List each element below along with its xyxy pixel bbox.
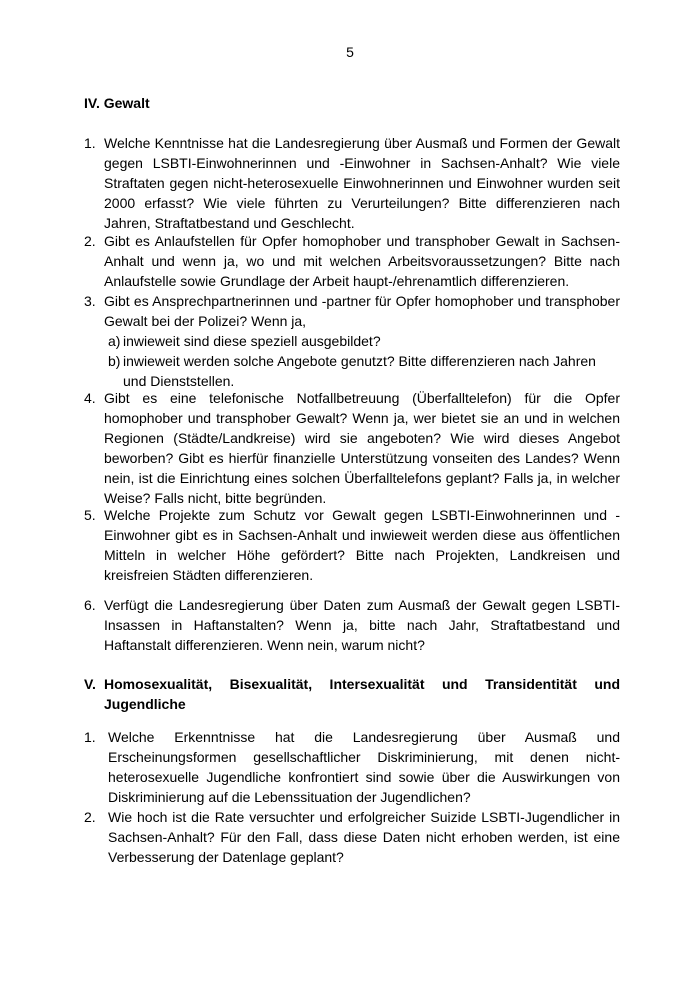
page-number: 5: [346, 44, 354, 60]
item-number: 1.: [84, 135, 96, 151]
item-text: Wie hoch ist die Rate versuchter und erfolgreicher Suizide LSBTI-Jugendlicher in Sachsen-Anhalt? Für den Fall, dass diese Daten nicht erhoben werden, ist eine Verbesserung der Datenlage geplant?: [108, 809, 620, 865]
list-item: [84, 231, 620, 291]
item-number: 6.: [84, 597, 96, 613]
list-item: [84, 291, 620, 391]
list-item: [84, 595, 620, 655]
item-text: Gibt es Anlaufstellen für Opfer homophober und transphober Gewalt in Sachsen-Anhalt und wenn ja, wo und mit welchen Arbeitsvoraussetzungen? Bitte nach Anlaufstelle sowie Grundlage der Arbeit haupt-/ehrenamtlich differenzieren.: [104, 233, 620, 289]
item-number: 2.: [84, 233, 96, 249]
item-text: Gibt es Ansprechpartnerinnen und -partner für Opfer homophober und transphober Gewalt bei der Polizei? Wenn ja,: [104, 293, 620, 329]
section-title: Homosexualität, Bisexualität, Intersexualität und Transidentität und Jugendliche: [104, 676, 620, 712]
item-number: 3.: [84, 293, 96, 309]
item-text: Gibt es eine telefonische Notfallbetreuung (Überfalltelefon) für die Opfer homophober und transphober Gewalt? Wenn ja, wer bietet sie an und in welchen Regionen (Städte/Landkreise) wird sie angeboten? Wie wird dieses Angebot beworben? Gibt es hierfür finanzielle Unterstützung vonseiten des Landes? Wenn nein, ist die Einrichtung eines solchen Überfalltelefons geplant? Falls ja, in welcher Weise? Falls nicht, bitte begründen.: [104, 390, 620, 506]
item-text: Verfügt die Landesregierung über Daten zum Ausmaß der Gewalt gegen LSBTI-Insassen in Haftanstalten? Wenn ja, bitte nach Jahr, Straftatbestand und Haftanstalt differenzieren. Wenn nein, warum nicht?: [104, 597, 620, 653]
list-item: [84, 807, 620, 867]
sub-item-b: [104, 351, 620, 391]
sub-item-a: [104, 331, 620, 351]
item-number: 5.: [84, 507, 96, 523]
section-iv-heading: IV. Gewalt: [84, 95, 150, 111]
item-number: 2.: [84, 809, 96, 825]
section-number: V.: [84, 676, 96, 692]
list-item: [84, 133, 620, 233]
item-text: Welche Erkenntnisse hat die Landesregierung über Ausmaß und Erscheinungsformen gesellschaftlicher Diskriminierung, mit denen nicht-heterosexuelle Jugendliche konfrontiert sind sowie über die Auswirkungen von Diskriminierung auf die Lebenssituation der Jugendlichen?: [108, 729, 620, 805]
sub-item-label: b): [108, 353, 121, 369]
list-item: [84, 388, 620, 508]
item-text: Welche Kenntnisse hat die Landesregierung über Ausmaß und Formen der Gewalt gegen LSBTI-Einwohnerinnen und -Einwohner in Sachsen-Anhalt? Wie viele Straftaten gegen nicht-heterosexuelle Einwohnerinnen und Einwohner wurden seit 2000 erfasst? Wie viele führten zu Verurteilungen? Bitte differenzieren nach Jahren, Straftatbestand und Geschlecht.: [104, 135, 620, 231]
sub-item-label: a): [108, 333, 121, 349]
sub-item-text: inwieweit werden solche Angebote genutzt? Bitte differenzieren nach Jahren und Dienststellen.: [123, 353, 596, 389]
item-text: Welche Projekte zum Schutz vor Gewalt gegen LSBTI-Einwohnerinnen und -Einwohner gibt es in Sachsen-Anhalt und inwieweit werden diese aus öffentlichen Mitteln in welcher Höhe gefördert? Bitte nach Projekten, Landkreisen und kreisfreien Städten differenzieren.: [104, 507, 620, 583]
item-number: 1.: [84, 729, 96, 745]
item-number: 4.: [84, 390, 96, 406]
list-item: [84, 727, 620, 807]
section-v-heading: [84, 674, 620, 714]
list-item: [84, 505, 620, 585]
sub-item-text: inwieweit sind diese speziell ausgebildet?: [123, 333, 381, 349]
